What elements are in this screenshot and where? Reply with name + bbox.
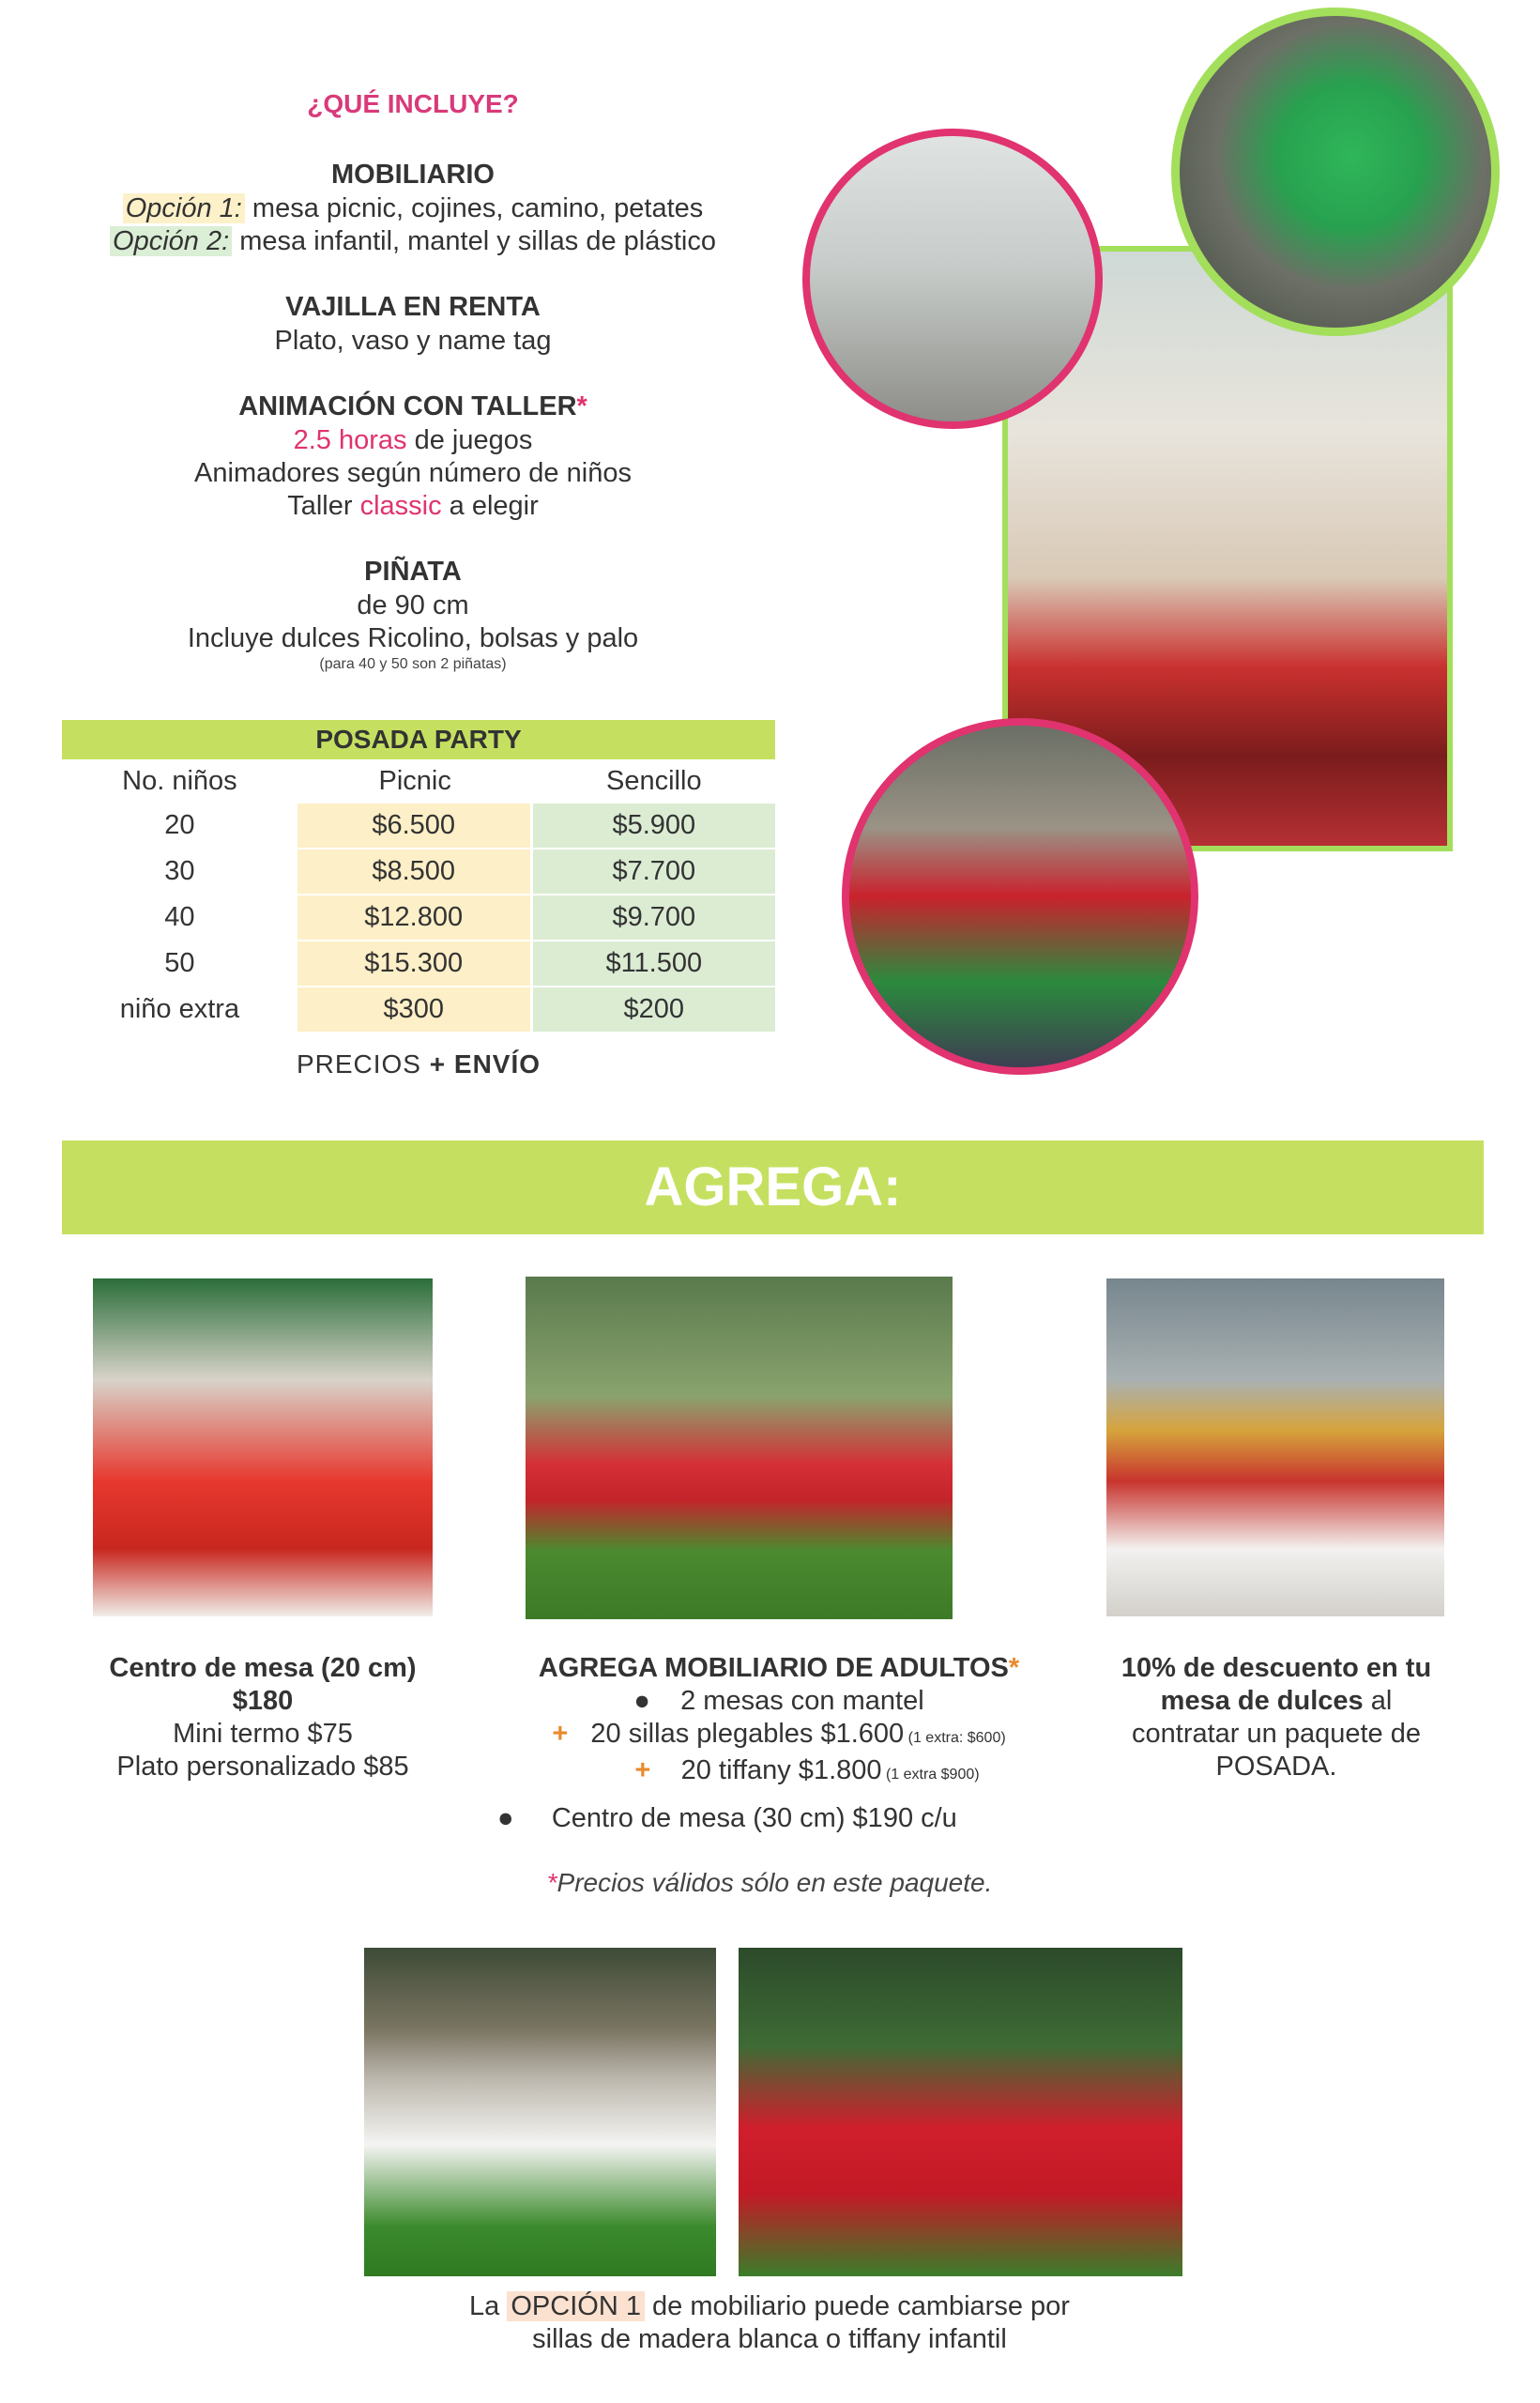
list-item — [450, 1718, 1107, 1754]
item-text: 20 sillas plegables $1.600 — [590, 1719, 905, 1749]
item-note: (1 extra $900) — [881, 1767, 980, 1783]
row-picnic: $8.500 — [297, 849, 533, 895]
descuento-line-4: POSADA. — [1215, 1752, 1337, 1782]
item-text: 20 tiffany $1.800 — [680, 1755, 882, 1785]
nota-post: de mobiliario puede cambiarse por — [644, 2291, 1070, 2321]
centro-price: $180 — [232, 1686, 294, 1716]
taller-post: a elegir — [441, 491, 539, 521]
row-ninos: niño extra — [62, 987, 297, 1033]
taller-pre: Taller — [287, 491, 360, 521]
mobiliario-adultos-title-text: AGREGA MOBILIARIO DE ADULTOS — [538, 1653, 1009, 1683]
red-table-tiffany-photo — [739, 1948, 1182, 2276]
centro-30-line — [497, 1802, 1098, 1835]
table-header-row — [62, 759, 775, 804]
validos-asterisk: * — [546, 1868, 557, 1897]
table-title-row — [62, 720, 775, 759]
mobiliario-adultos-title — [450, 1652, 1107, 1685]
animacion-hours: 2.5 horas — [293, 425, 407, 455]
taller-line — [56, 490, 770, 523]
plus-icon: + — [634, 1755, 651, 1785]
centro-block — [75, 1652, 450, 1783]
validos-text: Precios válidos sólo en este paquete. — [557, 1868, 993, 1897]
table-row — [62, 849, 775, 895]
tree-pinata-photo — [1171, 8, 1500, 336]
header-picnic: Picnic — [378, 766, 451, 796]
precios-envio — [62, 1049, 775, 1079]
candy-table-photo — [1106, 1278, 1444, 1616]
item-note: (1 extra: $600) — [904, 1730, 1006, 1746]
pinata-incluye: Incluye dulces Ricolino, bolsas y palo — [187, 623, 639, 653]
option-1-text: mesa picnic, cojines, camino, petates — [244, 193, 704, 223]
table-row — [62, 941, 775, 987]
row-sencillo: $5.900 — [533, 804, 775, 849]
centerpiece-photo — [93, 1278, 433, 1616]
header-ninos: No. niños — [122, 766, 237, 796]
row-picnic: $6.500 — [297, 804, 533, 849]
row-picnic: $300 — [297, 987, 533, 1033]
price-table — [62, 720, 775, 1033]
animacion-title — [56, 389, 770, 424]
option-2-text: mesa infantil, mantel y sillas de plástico — [232, 226, 716, 256]
animacion-hours-rest: de juegos — [406, 425, 533, 455]
table-row — [62, 987, 775, 1033]
mobiliario-adultos-asterisk: * — [1008, 1653, 1020, 1683]
mobiliario-section — [56, 157, 770, 258]
vajilla-text: Plato, vaso y name tag — [274, 326, 552, 356]
descuento-line-2 — [1089, 1685, 1464, 1718]
agrega-title: AGREGA: — [644, 1156, 902, 1217]
animacion-title-text: ANIMACIÓN CON TALLER — [238, 391, 577, 421]
descuento-bold-2: mesa de dulces — [1160, 1686, 1364, 1716]
list-item — [450, 1754, 1107, 1791]
centro-plato: Plato personalizado $85 — [116, 1752, 409, 1782]
row-sencillo: $7.700 — [533, 849, 775, 895]
picnic-tables-photo — [802, 129, 1103, 429]
pinata-note: (para 40 y 50 son 2 piñatas) — [319, 656, 507, 672]
option-1-label: Opción 1: — [123, 193, 245, 223]
option-2-line — [56, 225, 770, 258]
animadores-text: Animadores según número de niños — [194, 458, 632, 488]
row-ninos: 50 — [62, 941, 297, 987]
option-1-line — [56, 192, 770, 225]
row-ninos: 30 — [62, 849, 297, 895]
row-sencillo: $11.500 — [533, 941, 775, 987]
envio-label: + ENVÍO — [429, 1049, 541, 1079]
descuento-rest-1: al — [1363, 1686, 1393, 1716]
row-ninos: 40 — [62, 895, 297, 941]
includes-section — [56, 89, 770, 705]
precios-validos-note — [56, 1868, 1483, 1898]
mobiliario-adultos-block — [450, 1652, 1107, 1791]
nota-line-1 — [328, 2290, 1211, 2323]
nota-pre: La — [469, 2291, 508, 2321]
list-item — [450, 1685, 1107, 1718]
animacion-asterisk: * — [576, 391, 587, 421]
centro-termo: Mini termo $75 — [173, 1719, 353, 1749]
pinata-size: de 90 cm — [357, 590, 469, 620]
row-sencillo: $200 — [533, 987, 775, 1033]
centro-title: Centro de mesa (20 cm) — [109, 1653, 417, 1683]
nota-line-2: sillas de madera blanca o tiffany infantil — [532, 2324, 1007, 2354]
pinata-title: PIÑATA — [364, 557, 462, 587]
animacion-hours-line — [56, 424, 770, 457]
table-row — [62, 895, 775, 941]
centro-30-text: Centro de mesa (30 cm) $190 c/u — [551, 1803, 957, 1833]
precios-label: PRECIOS — [296, 1049, 430, 1079]
table-title: POSADA PARTY — [62, 720, 775, 759]
nota-highlight: OPCIÓN 1 — [507, 2291, 645, 2321]
header-sencillo: Sencillo — [606, 766, 702, 796]
plus-icon: + — [552, 1719, 569, 1749]
table-row — [62, 804, 775, 849]
includes-heading: ¿QUÉ INCLUYE? — [307, 89, 519, 118]
row-picnic: $15.300 — [297, 941, 533, 987]
vajilla-section — [56, 289, 770, 358]
agrega-banner — [62, 1140, 1484, 1234]
descuento-line-1: 10% de descuento en tu — [1121, 1653, 1432, 1683]
kids-elf-photo — [842, 718, 1198, 1075]
vajilla-title: VAJILLA EN RENTA — [285, 292, 541, 322]
option-2-label: Opción 2: — [110, 226, 232, 256]
row-sencillo: $9.700 — [533, 895, 775, 941]
item-text: 2 mesas con mantel — [680, 1686, 924, 1716]
bullet-icon: ● — [633, 1686, 650, 1716]
row-ninos: 20 — [62, 804, 297, 849]
kid-tables-photo — [364, 1948, 716, 2276]
adult-furniture-photo — [526, 1277, 953, 1619]
descuento-line-3: contratar un paquete de — [1132, 1719, 1421, 1749]
bullet-icon: ● — [497, 1803, 514, 1833]
taller-classic: classic — [359, 491, 442, 521]
descuento-block — [1089, 1652, 1464, 1783]
opcion-note — [328, 2290, 1211, 2356]
pinata-section — [56, 554, 770, 674]
animacion-section — [56, 389, 770, 523]
mobiliario-title: MOBILIARIO — [331, 160, 495, 190]
row-picnic: $12.800 — [297, 895, 533, 941]
